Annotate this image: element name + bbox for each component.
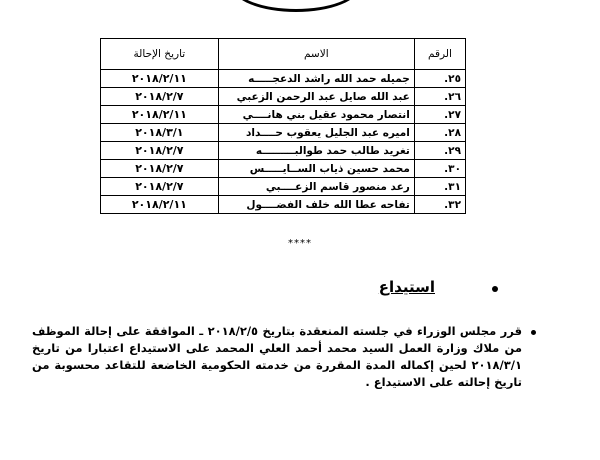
table-row xyxy=(101,178,466,196)
section-separator: **** xyxy=(288,238,312,249)
row-number: ٣١. xyxy=(414,178,465,196)
table-row xyxy=(101,160,466,178)
row-number: ٢٥. xyxy=(414,70,465,88)
table-row xyxy=(101,142,466,160)
row-date: ٢٠١٨/٢/١١ xyxy=(101,70,219,88)
retirement-table xyxy=(100,38,466,214)
heading-bullet-icon xyxy=(492,286,498,292)
row-name: اميره عبد الجليل يعقوب حــــداد xyxy=(218,124,414,142)
table-row xyxy=(101,88,466,106)
table-row xyxy=(101,196,466,214)
row-name: تغريد طالب حمد طوالبـــــــــه xyxy=(218,142,414,160)
row-number: ٣٠. xyxy=(414,160,465,178)
paragraph-bullet-icon xyxy=(531,330,536,335)
table-header-row xyxy=(101,39,466,70)
row-name: انتصار محمود عقيل بني هانــــي xyxy=(218,106,414,124)
row-date: ٢٠١٨/٢/٧ xyxy=(101,178,219,196)
header-emblem-arc xyxy=(232,0,360,12)
row-name: رعد منصور قاسم الزعــــبي xyxy=(218,178,414,196)
section-heading: استيداع xyxy=(378,278,435,296)
row-name: عبد الله صايل عبد الرحمن الزعبي xyxy=(218,88,414,106)
row-number: ٣٢. xyxy=(414,196,465,214)
row-name: تفاحه عطا الله خلف الفضــــول xyxy=(218,196,414,214)
row-number: ٢٧. xyxy=(414,106,465,124)
table-row xyxy=(101,70,466,88)
header-number: الرقم xyxy=(414,39,465,70)
row-date: ٢٠١٨/٢/١١ xyxy=(101,196,219,214)
row-date: ٢٠١٨/٢/٧ xyxy=(101,142,219,160)
row-name: جميله حمد الله راشد الدعجـــــه xyxy=(218,70,414,88)
row-number: ٢٩. xyxy=(414,142,465,160)
table-row xyxy=(101,124,466,142)
row-number: ٢٨. xyxy=(414,124,465,142)
table-row xyxy=(101,106,466,124)
header-name: الاسم xyxy=(218,39,414,70)
row-name: محمد حسين ذياب الســايـــــس xyxy=(218,160,414,178)
decision-paragraph: قرر مجلس الوزراء في جلسته المنعقدة بتاريخ ٢٠١٨/٢/٥ ـ الموافقة على إحالة الموظف من ملاك وزارة العمل السيد محمد أحمد العلي المحمد على الاستيداع اعتبارا من تاريخ ٢٠١٨/٣/١ لحين إكماله المدة المقررة من خدمته الحكومية الخاضعة للتقاعد محسوبة من تاريخ إحالته على الاستيداع . xyxy=(32,324,522,389)
row-date: ٢٠١٨/٣/١ xyxy=(101,124,219,142)
row-number: ٢٦. xyxy=(414,88,465,106)
header-date: تاريخ الإحالة xyxy=(101,39,219,70)
row-date: ٢٠١٨/٢/١١ xyxy=(101,106,219,124)
row-date: ٢٠١٨/٢/٧ xyxy=(101,88,219,106)
row-date: ٢٠١٨/٢/٧ xyxy=(101,160,219,178)
